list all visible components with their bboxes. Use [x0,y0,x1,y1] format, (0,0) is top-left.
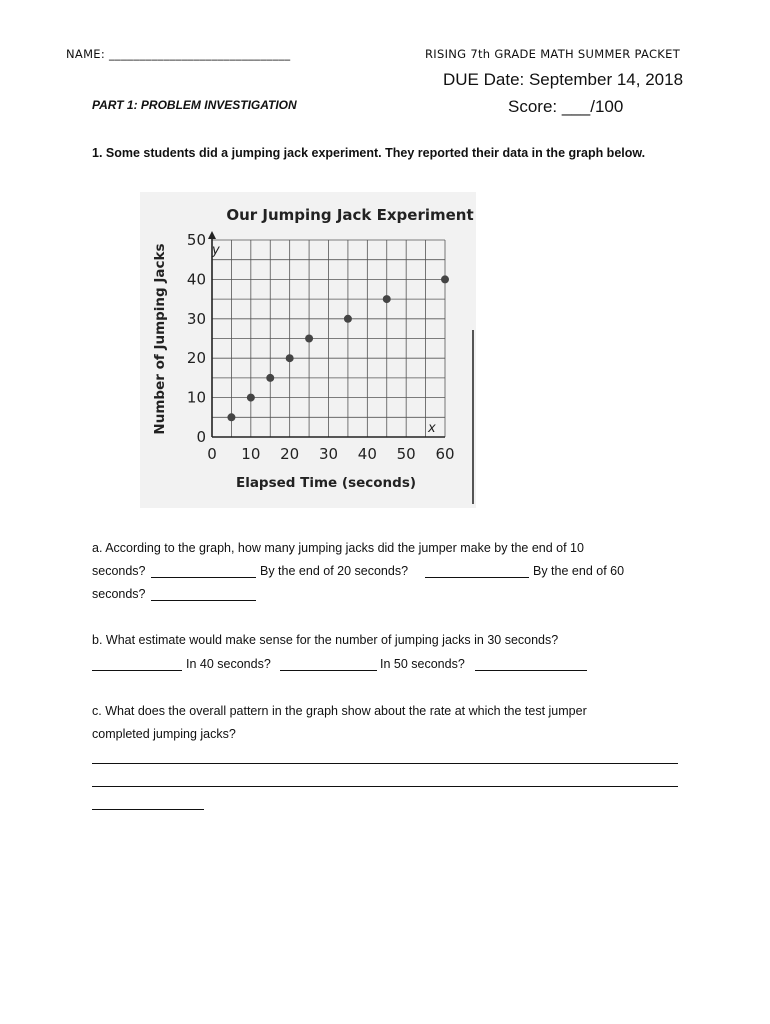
part-c-line-1: c. What does the overall pattern in the graph show about the rate at which the test jumper [92,704,587,718]
part-a-line-1: a. According to the graph, how many jumping jacks did the jumper make by the end of 10 [92,541,584,555]
part-a-seconds-label-1: seconds? [92,564,146,578]
answer-blank-60-seconds[interactable] [151,600,256,601]
answer-line-c-1[interactable] [92,763,678,764]
name-field-label: NAME: ______________________________ [66,47,291,61]
part-a-20-seconds-label: By the end of 20 seconds? [260,564,409,578]
part-b-line-1: b. What estimate would make sense for the number of jumping jacks in 30 seconds? [92,633,559,647]
packet-title: RISING 7th GRADE MATH SUMMER PACKET [425,47,681,61]
answer-line-c-3[interactable] [92,809,204,810]
x-tick-label: 20 [280,445,300,463]
x-axis-label: Elapsed Time (seconds) [235,475,417,491]
x-tick-label: 60 [435,445,455,463]
part-b-50-seconds-label: In 50 seconds? [380,657,465,671]
part-title: PART 1: PROBLEM INVESTIGATION [92,98,297,112]
data-point [305,335,313,343]
x-tick-label: 10 [241,445,261,463]
part-a-60-seconds-label: By the end of 60 [533,564,625,578]
answer-blank-30-seconds[interactable] [92,670,182,671]
data-point [441,275,449,283]
chart-title: Our Jumping Jack Experiment [226,206,474,224]
jumping-jack-chart [140,192,476,508]
y-tick-label: 0 [196,428,206,446]
data-point [227,413,235,421]
y-tick-label: 40 [186,270,206,289]
x-tick-label: 50 [396,445,416,463]
answer-blank-10-seconds[interactable] [151,577,256,578]
x-tick-label: 30 [318,445,339,463]
y-axis-letter: y [212,243,220,258]
x-tick-label: 0 [207,445,217,463]
question-1-prompt: 1. Some students did a jumping jack experiment. They reported their data in the graph below. [92,146,646,160]
answer-blank-50-seconds[interactable] [475,670,587,671]
due-date: DUE Date: September 14, 2018 [443,70,684,89]
data-point [286,354,294,362]
data-point [344,315,352,323]
x-tick-label: 40 [357,445,377,463]
part-b-40-seconds-label: In 40 seconds? [186,657,271,671]
part-c-line-2: completed jumping jacks? [92,727,236,741]
y-tick-label: 20 [186,349,206,368]
part-a-seconds-label-2: seconds? [92,587,146,601]
answer-blank-40-seconds[interactable] [280,670,377,671]
y-tick-label: 10 [186,388,206,407]
y-tick-label: 30 [186,309,206,328]
data-point [247,394,255,402]
y-tick-label: 50 [186,231,206,249]
answer-line-c-2[interactable] [92,786,678,787]
score: Score: ___/100 [508,97,624,116]
data-point [266,374,274,382]
answer-blank-20-seconds[interactable] [425,577,529,578]
x-axis-letter: x [428,421,436,436]
y-axis-label: Number of Jumping Jacks [152,243,168,435]
data-point [383,295,391,303]
